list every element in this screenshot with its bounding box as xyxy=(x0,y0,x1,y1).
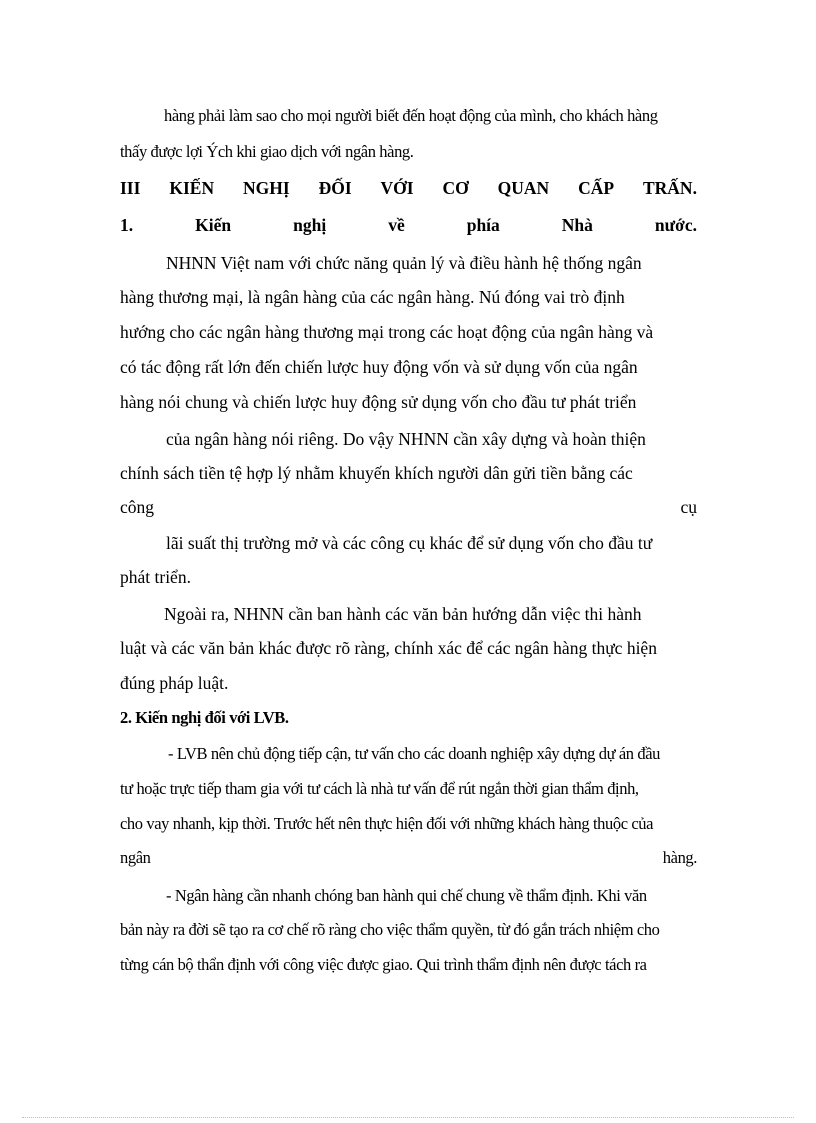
heading-word: Nhà xyxy=(561,215,593,235)
text-line: từng cán bộ thẩn định với công việc được giao. Qui trình thẩm định nên được tách ra xyxy=(120,955,647,974)
heading-word: TRẤN. xyxy=(642,178,697,198)
heading-word: 1. xyxy=(120,215,134,235)
heading-word: KIẾN xyxy=(169,178,215,198)
text-line: luật và các văn bản khác được rõ ràng, chính xác để các ngân hàng thực hiện xyxy=(120,638,657,658)
text-word: công xyxy=(120,497,155,517)
justified-line xyxy=(120,496,697,518)
text-line: phát triển. xyxy=(120,567,191,587)
page-bottom-rule xyxy=(22,1117,794,1118)
heading-word: III xyxy=(120,178,141,198)
heading-word: về xyxy=(388,215,405,235)
text-line: hàng phải làm sao cho mọi người biết đến hoạt động của mình, cho khách hàng xyxy=(164,106,658,125)
text-line: NHNN Việt nam với chức năng quản lý và điều hành hệ thống ngân xyxy=(166,253,642,273)
heading-word: phía xyxy=(466,215,500,235)
text-line: của ngân hàng nói riêng. Do vậy NHNN cần xây dựng và hoàn thiện xyxy=(166,429,646,449)
text-line: thấy được lợi Ých khi giao dịch với ngân hàng. xyxy=(120,142,414,161)
text-line: - Ngân hàng cần nhanh chóng ban hành qui chế chung về thẩm định. Khi văn xyxy=(166,886,647,905)
text-line: có tác động rất lớn đến chiến lược huy động vốn và sử dụng vốn của ngân xyxy=(120,357,638,377)
heading-word: NGHỊ xyxy=(242,178,290,198)
text-line: hướng cho các ngân hàng thương mại trong các hoạt động của ngân hàng và xyxy=(120,322,654,342)
subsection-heading-1 xyxy=(120,214,697,236)
text-word: cụ xyxy=(680,497,697,517)
text-word: ngân xyxy=(120,848,151,867)
text-line: tư hoặc trực tiếp tham gia với tư cách là nhà tư vấn để rút ngắn thời gian thẩm định, xyxy=(120,779,639,798)
heading-word: QUAN xyxy=(497,178,550,198)
text-line: chính sách tiền tệ hợp lý nhằm khuyến khích người dân gửi tiền bằng các xyxy=(120,463,633,483)
section-heading-lvb: 2. Kiến nghị đối với LVB. xyxy=(120,708,289,727)
heading-word: ĐỐI xyxy=(318,178,352,198)
heading-word: nước. xyxy=(654,215,697,235)
section-heading-iii xyxy=(120,177,697,199)
text-line: hàng nói chung và chiến lược huy động sử dụng vốn cho đầu tư phát triển xyxy=(120,392,637,412)
justified-line xyxy=(120,847,697,869)
text-line: cho vay nhanh, kịp thời. Trước hết nên thực hiện đối với những khách hàng thuộc của xyxy=(120,814,654,833)
heading-word: Kiến xyxy=(195,215,232,235)
text-line: Ngoài ra, NHNN cần ban hành các văn bản hướng dẫn việc thi hành xyxy=(164,604,642,624)
heading-word: CẤP xyxy=(578,178,615,198)
text-word: hàng. xyxy=(662,848,697,867)
heading-word: CƠ xyxy=(442,178,469,198)
text-line: đúng pháp luật. xyxy=(120,673,229,693)
text-line: bản này ra đời sẽ tạo ra cơ chế rõ ràng cho việc thẩm quyền, từ đó gắn trách nhiệm cho xyxy=(120,920,660,939)
text-line: - LVB nên chủ động tiếp cận, tư vấn cho các doanh nghiệp xây dựng dự án đầu xyxy=(168,744,660,763)
text-line: lãi suất thị trường mở và các công cụ khác để sử dụng vốn cho đầu tư xyxy=(166,533,653,553)
heading-word: nghị xyxy=(293,215,327,235)
heading-word: VỚI xyxy=(380,178,414,198)
text-line: hàng thương mại, là ngân hàng của các ngân hàng. Nú đóng vai trò định xyxy=(120,287,625,307)
